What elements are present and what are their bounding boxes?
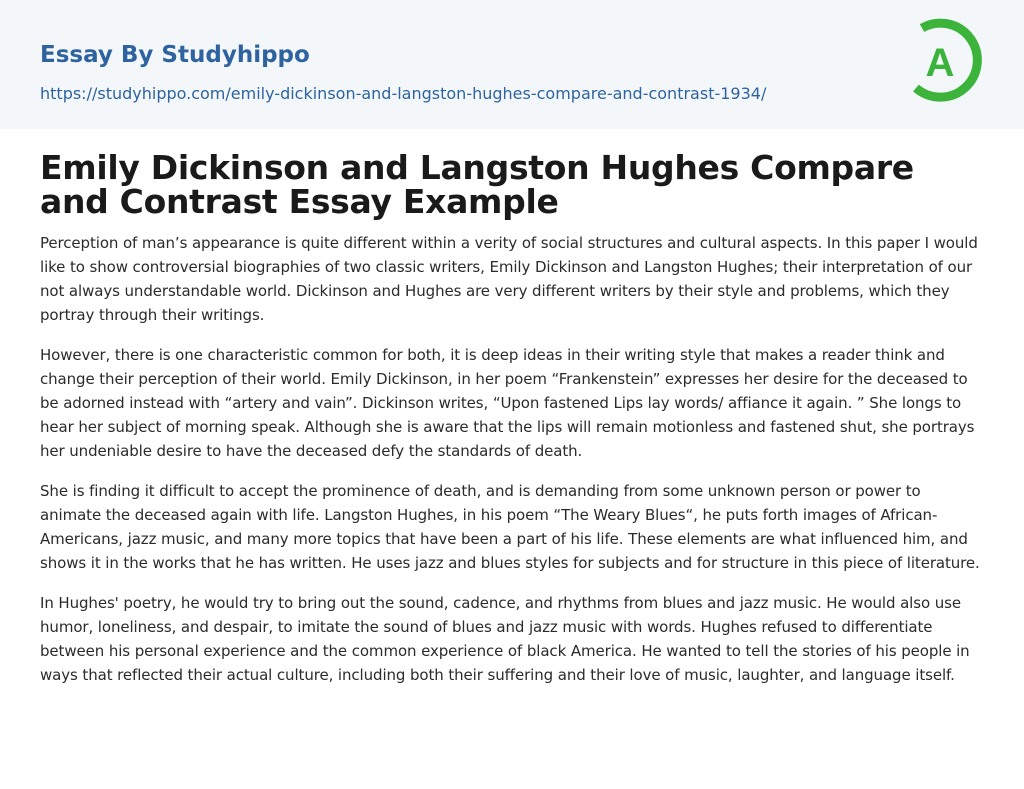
- source-url-link[interactable]: https://studyhippo.com/emily-dickinson-and-langston-hughes-compare-and-contrast-1934/: [40, 84, 767, 103]
- article-paragraph: In Hughes' poetry, he would try to bring out the sound, cadence, and rhythms from blues and jazz music. He would also use humor, loneliness, and despair, to imitate the sound of blues and jazz music with words. Hughes refused to differentiate between his personal experience and the common experience of black America. He wanted to tell the stories of his people in ways that reflected their actual culture, including both their suffering and their love of music, laughter, and language itself.: [40, 594, 970, 684]
- article-title: Emily Dickinson and Langston Hughes Compare and Contrast Essay Example: [40, 148, 914, 221]
- article-paragraph: She is finding it difficult to accept the prominence of death, and is demanding from some unknown person or power to animate the deceased again with life. Langston Hughes, in his poem “The Weary Blues“, he puts forth images of African-Americans, jazz music, and many more topics that have been a part of his life. These elements are what influenced him, and shows it in the works that he has written. He uses jazz and blues styles for subjects and for structure in this piece of literature.: [40, 482, 980, 572]
- page-header: [0, 0, 1024, 129]
- article-paragraph: Perception of man’s appearance is quite different within a verity of social structures and cultural aspects. In this paper I would like to show controversial biographies of two classic writers, Emily Dickinson and Langston Hughes; their interpretation of our not always understandable world. Dickinson and Hughes are very different writers by their style and problems, which they portray through their writings.: [40, 234, 978, 324]
- logo-letter: A: [925, 41, 955, 85]
- site-brand[interactable]: Essay By Studyhippo: [40, 42, 310, 68]
- circle-a-logo-icon: [902, 18, 988, 104]
- article: [0, 148, 1024, 687]
- article-paragraph: However, there is one characteristic common for both, it is deep ideas in their writing style that makes a reader think and change their perception of their world. Emily Dickinson, in her poem “Frankenstein” expresses her desire for the deceased to be adorned instead with “artery and vain”. Dickinson writes, “Upon fastened Lips lay words/ affiance it again. ” She longs to hear her subject of morning speak. Although she is aware that the lips will remain motionless and fastened shut, she portrays her undeniable desire to have the deceased defy the standards of death.: [40, 346, 975, 460]
